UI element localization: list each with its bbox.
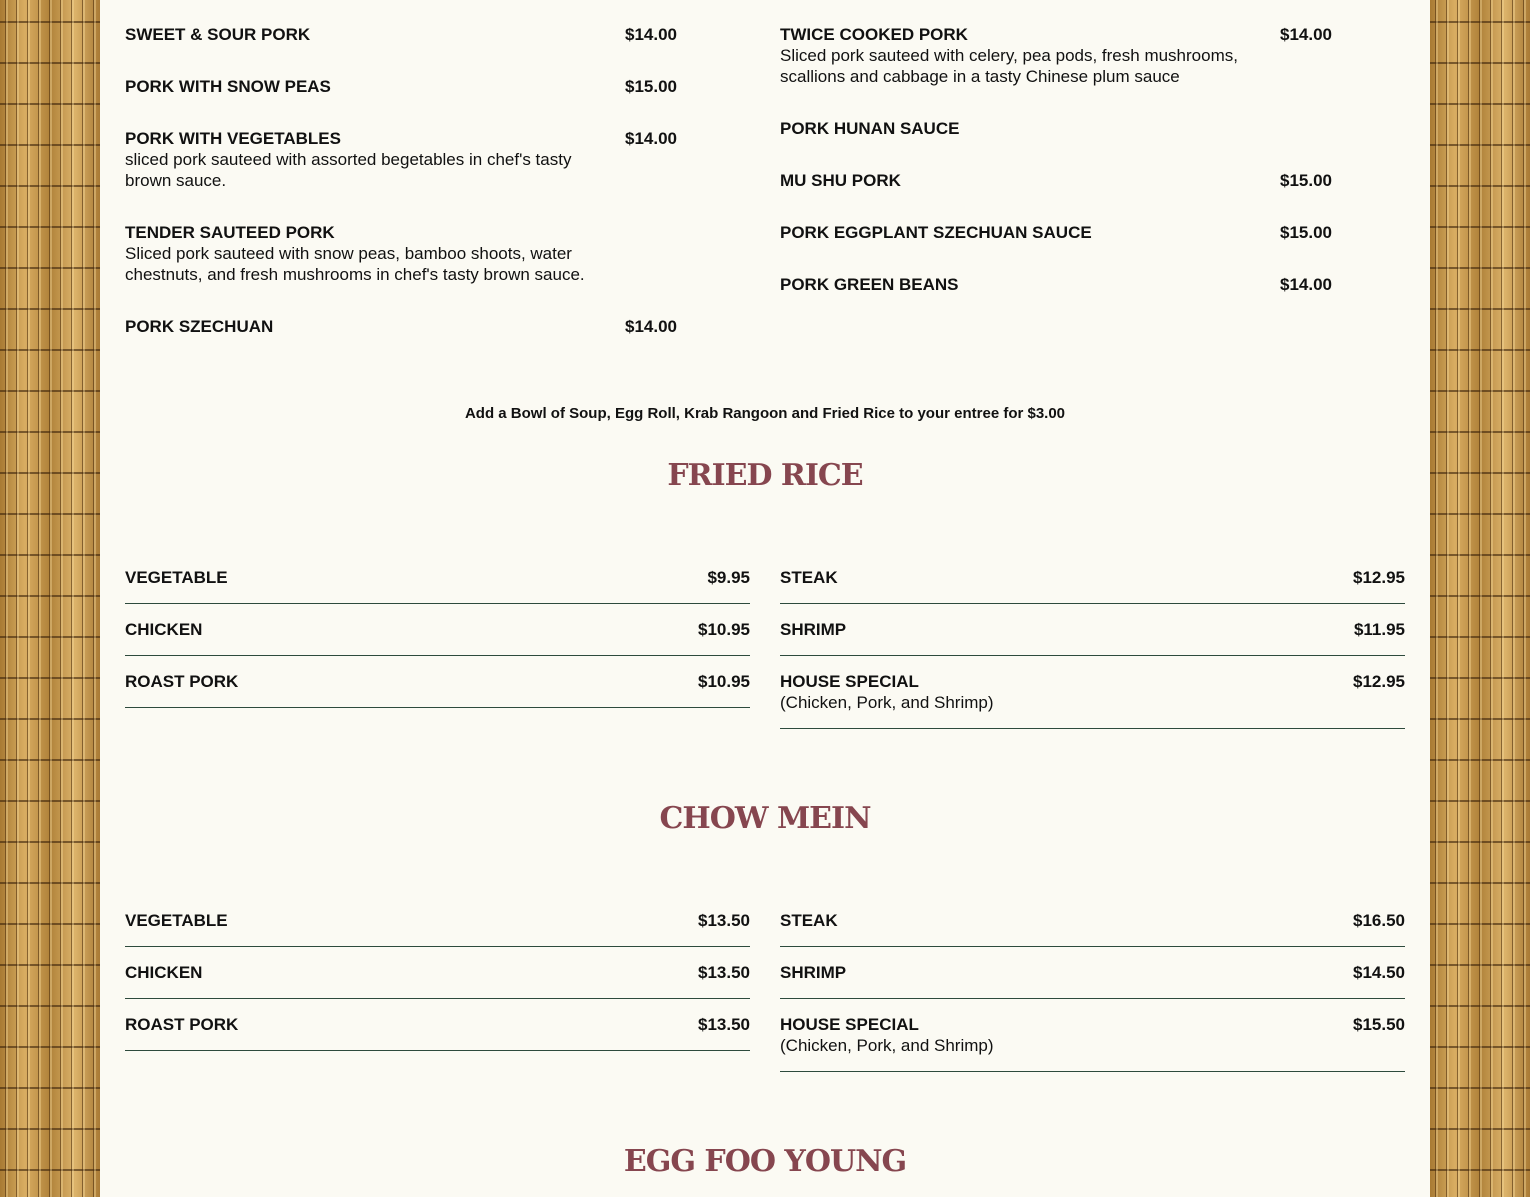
divider: [780, 946, 1405, 947]
item-name: HOUSE SPECIAL: [780, 672, 919, 691]
menu-item: [125, 222, 682, 285]
menu-item: [125, 910, 750, 931]
divider: [125, 655, 750, 656]
item-name: MU SHU PORK: [780, 171, 901, 190]
item-name: CHICKEN: [125, 963, 203, 982]
menu-item: [125, 128, 682, 191]
menu-item: [780, 910, 1405, 931]
menu-item: [780, 671, 1405, 713]
item-price: $9.95: [707, 568, 750, 587]
item-description: Sliced pork sauteed with snow peas, bamboo shoots, water: [125, 244, 572, 263]
item-name: HOUSE SPECIAL: [780, 1015, 919, 1034]
divider: [125, 1050, 750, 1051]
item-price: $14.00: [625, 129, 677, 148]
menu-item: [780, 24, 1337, 87]
divider: [125, 603, 750, 604]
menu-item: [780, 118, 1337, 139]
item-price: $12.95: [1353, 568, 1405, 587]
item-price: $14.50: [1353, 963, 1405, 982]
menu-item: [125, 671, 750, 692]
divider: [780, 603, 1405, 604]
item-name: SHRIMP: [780, 620, 847, 639]
item-name: PORK GREEN BEANS: [780, 275, 959, 294]
divider: [780, 1071, 1405, 1072]
item-description: (Chicken, Pork, and Shrimp): [780, 1036, 994, 1055]
menu-item: [125, 962, 750, 983]
item-price: $12.95: [1353, 672, 1405, 691]
item-name: SWEET & SOUR PORK: [125, 25, 311, 44]
divider: [125, 946, 750, 947]
section-title-fried-rice: FRIED RICE: [667, 458, 863, 493]
item-name: ROAST PORK: [125, 1015, 239, 1034]
item-name: PORK WITH VEGETABLES: [125, 129, 341, 148]
divider: [125, 998, 750, 999]
item-price: $10.95: [698, 672, 750, 691]
menu-item: [125, 619, 750, 640]
item-price: $16.50: [1353, 911, 1405, 930]
menu-page: [100, 0, 1430, 1197]
item-description: Sliced pork sauteed with celery, pea pods, fresh mushrooms,: [780, 46, 1238, 65]
item-description: chestnuts, and fresh mushrooms in chef's tasty brown sauce.: [125, 265, 585, 284]
menu-item: [780, 222, 1337, 243]
divider: [780, 728, 1405, 729]
item-name: TENDER SAUTEED PORK: [125, 223, 335, 242]
menu-item: [125, 24, 682, 45]
item-price: $14.00: [1280, 275, 1332, 294]
menu-item: [125, 76, 682, 97]
item-name: VEGETABLE: [125, 568, 228, 587]
item-price: $13.50: [698, 963, 750, 982]
item-price: $15.00: [625, 77, 677, 96]
item-price: $13.50: [698, 1015, 750, 1034]
item-name: PORK WITH SNOW PEAS: [125, 77, 331, 96]
item-name: STEAK: [780, 911, 838, 930]
item-description: brown sauce.: [125, 171, 227, 190]
menu-item: [780, 1014, 1405, 1056]
menu-item: [780, 274, 1337, 295]
item-price: $15.00: [1280, 171, 1332, 190]
item-name: TWICE COOKED PORK: [780, 25, 968, 44]
item-name: VEGETABLE: [125, 911, 228, 930]
item-price: $14.00: [1280, 25, 1332, 44]
item-price: $11.95: [1353, 620, 1405, 639]
item-price: $14.00: [625, 317, 677, 336]
menu-item: [780, 170, 1337, 191]
menu-item: [125, 316, 682, 337]
item-price: $10.95: [698, 620, 750, 639]
item-name: ROAST PORK: [125, 672, 239, 691]
menu-item: [780, 619, 1405, 640]
menu-item: [780, 962, 1405, 983]
item-description: (Chicken, Pork, and Shrimp): [780, 693, 994, 712]
combo-note: Add a Bowl of Soup, Egg Roll, Krab Rangoon and Fried Rice to your entree for $3.00: [464, 405, 1066, 422]
bamboo-border-left: [0, 0, 100, 1197]
divider: [780, 998, 1405, 999]
menu-item: [125, 1014, 750, 1035]
item-price: $15.00: [1280, 223, 1332, 242]
item-description: sliced pork sauteed with assorted begetables in chef's tasty: [125, 150, 572, 169]
divider: [125, 707, 750, 708]
section-title-chow-mein: CHOW MEIN: [659, 801, 871, 836]
menu-item: [780, 567, 1405, 588]
section-title-egg-foo-young: EGG FOO YOUNG: [623, 1144, 907, 1179]
item-price: $14.00: [625, 25, 677, 44]
item-price: $13.50: [698, 911, 750, 930]
menu-item: [125, 567, 750, 588]
item-name: PORK EGGPLANT SZECHUAN SAUCE: [780, 223, 1092, 242]
item-name: CHICKEN: [125, 620, 203, 639]
divider: [780, 655, 1405, 656]
item-name: STEAK: [780, 568, 838, 587]
item-name: PORK SZECHUAN: [125, 317, 274, 336]
item-description: scallions and cabbage in a tasty Chinese plum sauce: [780, 67, 1180, 86]
item-price: $15.50: [1353, 1015, 1405, 1034]
item-name: PORK HUNAN SAUCE: [780, 119, 960, 138]
bamboo-border-right: [1430, 0, 1530, 1197]
item-name: SHRIMP: [780, 963, 847, 982]
